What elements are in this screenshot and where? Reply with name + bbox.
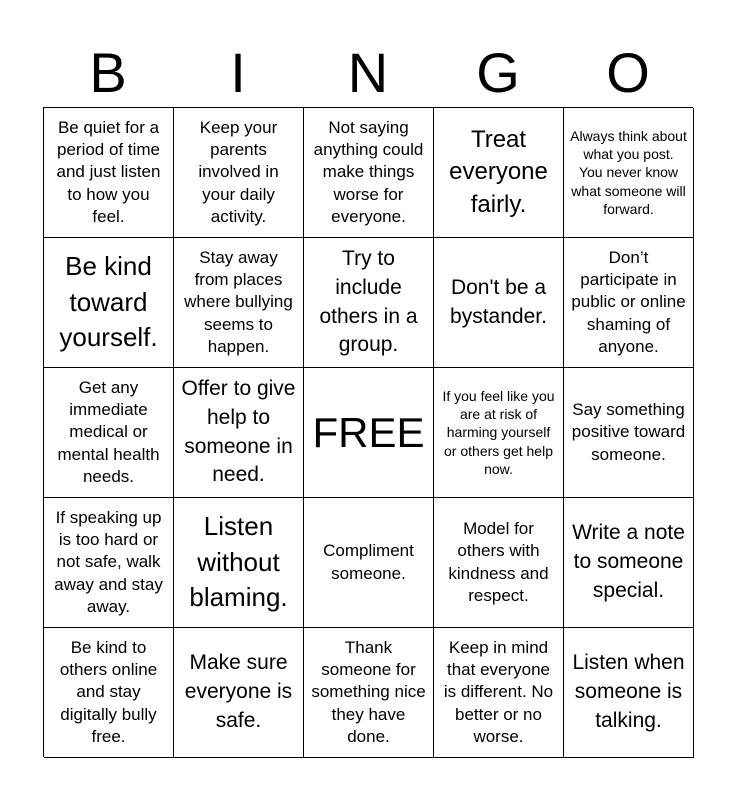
bingo-cell[interactable] xyxy=(44,628,174,758)
bingo-cell[interactable] xyxy=(434,368,564,498)
cell-text: Stay away from places where bullying seems to happen. xyxy=(184,248,293,356)
cell-text: Not saying anything could make things worse for everyone. xyxy=(313,118,424,226)
header-letter-n: N xyxy=(347,41,389,104)
cell-text: Be kind toward yourself. xyxy=(59,250,158,353)
bingo-cell[interactable] xyxy=(174,108,304,238)
cell-text: Always think about what you post. You never know what someone will forward. xyxy=(570,128,687,217)
header-letter-o: O xyxy=(606,41,650,104)
bingo-cell[interactable] xyxy=(174,238,304,368)
bingo-cell[interactable] xyxy=(564,368,694,498)
cell-text: Model for others with kindness and respect. xyxy=(448,519,549,605)
header-letter-g: G xyxy=(476,41,520,104)
bingo-cell[interactable] xyxy=(434,238,564,368)
bingo-cell[interactable] xyxy=(44,498,174,628)
bingo-cell[interactable] xyxy=(304,108,434,238)
bingo-cell[interactable] xyxy=(174,498,304,628)
bingo-cell[interactable] xyxy=(174,628,304,758)
free-label: FREE xyxy=(312,408,425,456)
cell-text: If you feel like you are at risk of harming yourself or others get help now. xyxy=(442,388,555,477)
bingo-cell[interactable] xyxy=(434,498,564,628)
bingo-cell[interactable] xyxy=(44,108,174,238)
bingo-board xyxy=(43,107,693,757)
cell-text: Try to include others in a group. xyxy=(319,246,418,357)
cell-text: If speaking up is too hard or not safe, walk away and stay away. xyxy=(54,508,163,616)
cell-text: Write a note to someone special. xyxy=(572,521,685,602)
cell-text: Treat everyone fairly. xyxy=(449,125,548,218)
cell-text: Get any immediate medical or mental health needs. xyxy=(57,378,160,486)
bingo-cell[interactable] xyxy=(564,498,694,628)
cell-text: Offer to give help to someone in need. xyxy=(181,376,296,487)
cell-text: Thank someone for something nice they have done. xyxy=(311,638,426,746)
cell-text: Be quiet for a period of time and just listen to how you feel. xyxy=(56,118,161,226)
bingo-cell[interactable] xyxy=(304,238,434,368)
cell-text: Keep your parents involved in your daily activity. xyxy=(198,118,279,226)
bingo-header xyxy=(43,40,693,106)
bingo-cell[interactable] xyxy=(304,498,434,628)
bingo-cell[interactable] xyxy=(434,108,564,238)
header-letter-i: I xyxy=(230,41,246,104)
cell-text: Listen when someone is talking. xyxy=(572,651,685,732)
free-cell[interactable] xyxy=(304,368,434,498)
header-letter-b: B xyxy=(89,41,127,104)
bingo-cell[interactable] xyxy=(44,368,174,498)
bingo-cell[interactable] xyxy=(564,108,694,238)
cell-text: Don’t participate in public or online shaming of anyone. xyxy=(571,248,686,356)
cell-text: Keep in mind that everyone is different. No better or no worse. xyxy=(443,638,554,746)
cell-text: Be kind to others online and stay digitally bully free. xyxy=(59,638,158,746)
cell-text: Listen without blaming. xyxy=(189,510,288,613)
bingo-cell[interactable] xyxy=(304,628,434,758)
cell-text: Make sure everyone is safe. xyxy=(184,651,293,732)
bingo-cell[interactable] xyxy=(44,238,174,368)
bingo-cell[interactable] xyxy=(174,368,304,498)
cell-text: Compliment someone. xyxy=(323,541,414,583)
bingo-cell[interactable] xyxy=(434,628,564,758)
cell-text: Don't be a bystander. xyxy=(450,275,547,328)
bingo-cell[interactable] xyxy=(564,628,694,758)
cell-text: Say something positive toward someone. xyxy=(571,400,686,464)
bingo-cell[interactable] xyxy=(564,238,694,368)
